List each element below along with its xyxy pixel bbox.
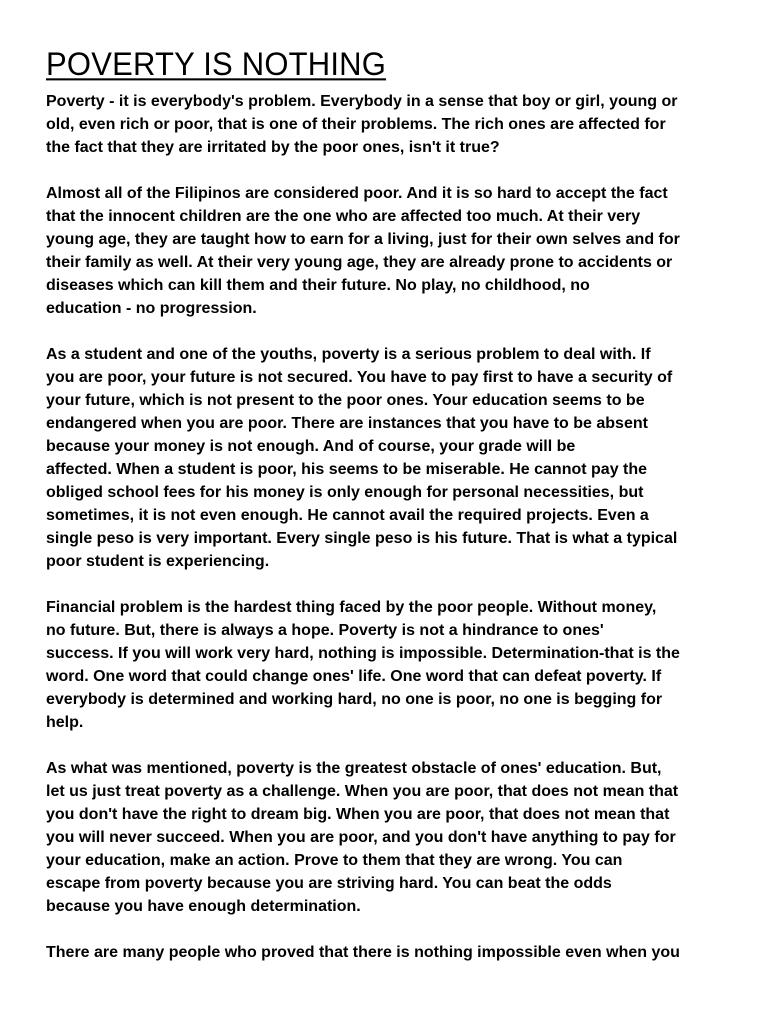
- text-line: help.: [46, 714, 84, 731]
- text-line: Financial problem is the hardest thing faced by the poor people. Without money,: [46, 599, 657, 616]
- text-line: your education, make an action. Prove to them that they are wrong. You can: [46, 852, 623, 869]
- document-page: [46, 44, 736, 987]
- document-body: [46, 90, 736, 964]
- text-line: As what was mentioned, poverty is the greatest obstacle of ones' education. But,: [46, 760, 662, 777]
- text-line: everybody is determined and working hard, no one is poor, no one is begging for: [46, 691, 663, 708]
- text-line: you are poor, your future is not secured. You have to pay first to have a security of: [46, 369, 673, 386]
- text-line: obliged school fees for his money is only enough for personal necessities, but: [46, 484, 644, 501]
- text-line: let us just treat poverty as a challenge. When you are poor, that does not mean that: [46, 783, 679, 800]
- text-line: Poverty - it is everybody's problem. Everybody in a sense that boy or girl, young or: [46, 93, 678, 110]
- text-line: As a student and one of the youths, poverty is a serious problem to deal with. If: [46, 346, 651, 363]
- text-line: affected. When a student is poor, his seems to be miserable. He cannot pay the: [46, 461, 648, 478]
- text-line: diseases which can kill them and their future. No play, no childhood, no: [46, 277, 590, 294]
- paragraph: [46, 941, 736, 964]
- text-line: because you have enough determination.: [46, 898, 361, 915]
- text-line: Almost all of the Filipinos are considered poor. And it is so hard to accept the fact: [46, 185, 668, 202]
- text-line: because your money is not enough. And of course, your grade will be: [46, 438, 576, 455]
- text-line: single peso is very important. Every single peso is his future. That is what a typical: [46, 530, 678, 547]
- text-line: sometimes, it is not even enough. He cannot avail the required projects. Even a: [46, 507, 649, 524]
- text-line: their family as well. At their very young age, they are already prone to accidents or: [46, 254, 673, 271]
- text-line: your future, which is not present to the poor ones. Your education seems to be: [46, 392, 645, 409]
- text-line: young age, they are taught how to earn for a living, just for their own selves and for: [46, 231, 680, 248]
- text-line: you will never succeed. When you are poor, and you don't have anything to pay for: [46, 829, 676, 846]
- text-line: you don't have the right to dream big. When you are poor, that does not mean that: [46, 806, 670, 823]
- paragraph: [46, 90, 736, 159]
- paragraph: [46, 757, 736, 918]
- text-line: escape from poverty because you are striving hard. You can beat the odds: [46, 875, 612, 892]
- text-line: the fact that they are irritated by the poor ones, isn't it true?: [46, 139, 500, 156]
- text-line: endangered when you are poor. There are instances that you have to be absent: [46, 415, 648, 432]
- paragraph: [46, 182, 736, 320]
- text-line: There are many people who proved that there is nothing impossible even when you: [46, 944, 680, 961]
- document-title: POVERTY IS NOTHING: [46, 46, 387, 83]
- text-line: no future. But, there is always a hope. Poverty is not a hindrance to ones': [46, 622, 604, 639]
- text-line: word. One word that could change ones' life. One word that can defeat poverty. If: [46, 668, 662, 685]
- paragraph: [46, 343, 736, 573]
- text-line: success. If you will work very hard, nothing is impossible. Determination-that is the: [46, 645, 680, 662]
- text-line: that the innocent children are the one who are affected too much. At their very: [46, 208, 641, 225]
- paragraph: [46, 596, 736, 734]
- text-line: old, even rich or poor, that is one of their problems. The rich ones are affected for: [46, 116, 666, 133]
- text-line: poor student is experiencing.: [46, 553, 270, 570]
- text-line: education - no progression.: [46, 300, 257, 317]
